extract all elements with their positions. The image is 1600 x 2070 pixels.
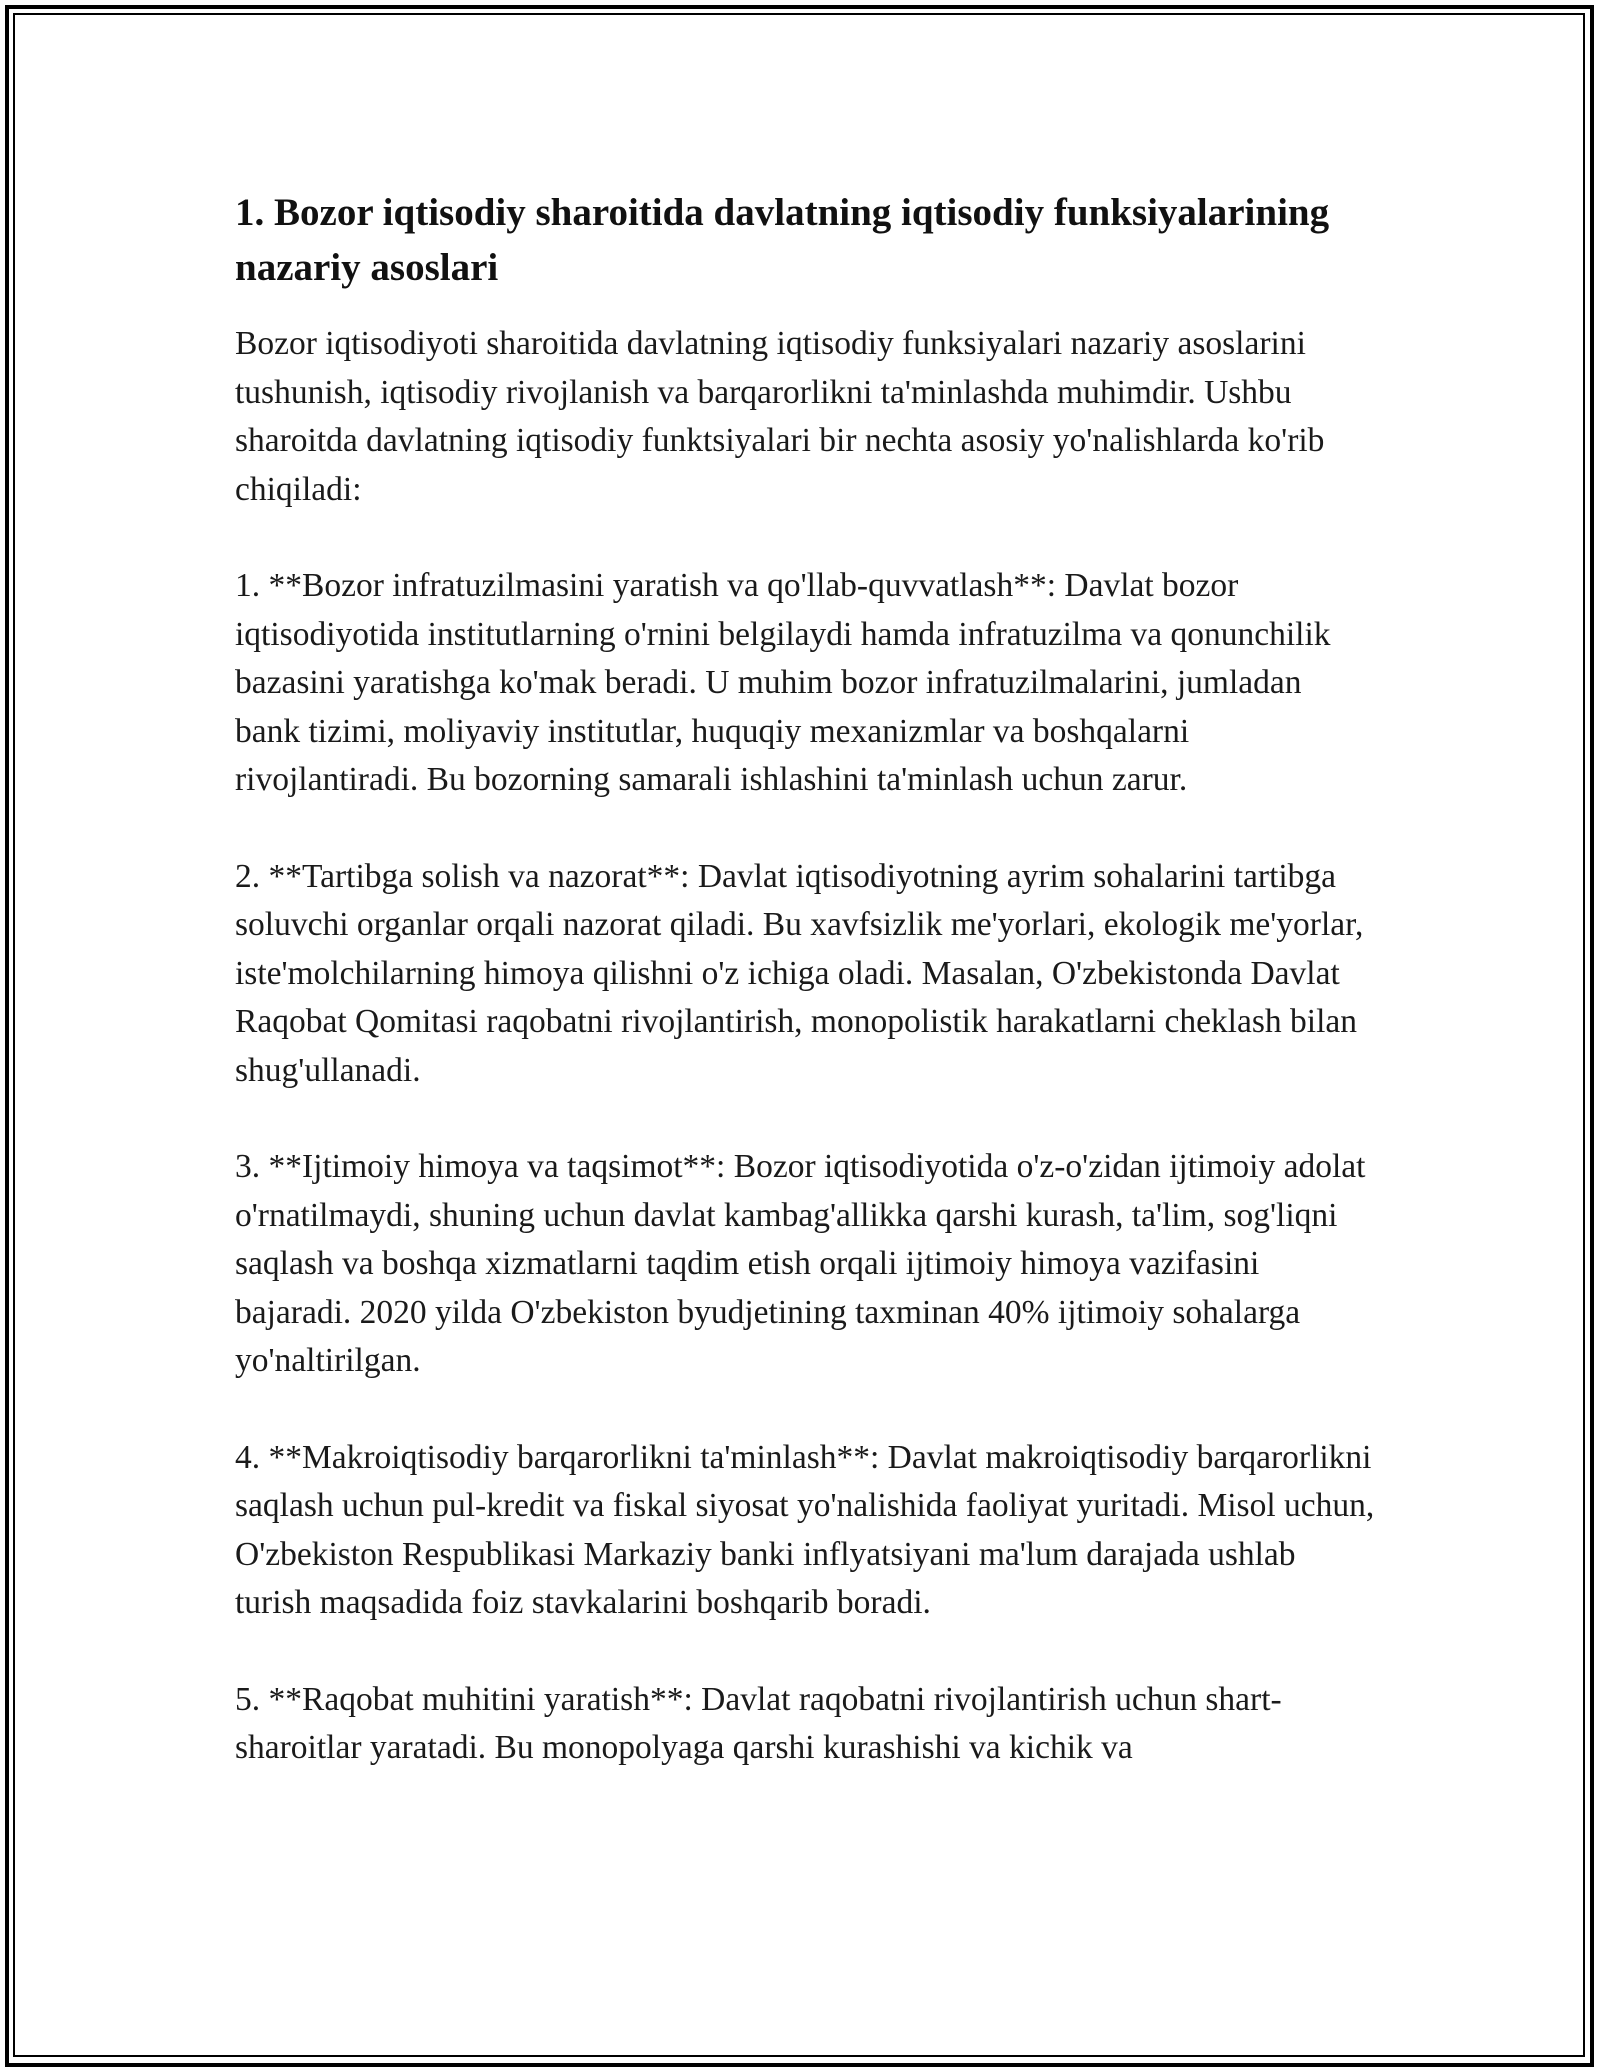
document-body bbox=[235, 185, 1375, 1821]
paragraph-item-2: 2. **Tartibga solish va nazorat**: Davlat iqtisodiyotning ayrim sohalarini tartibga soluvchi organlar orqali nazorat qiladi. Bu xavfsizlik me'yorlari, ekologik me'yorlar, iste'molchilarning himoya qilishni o'z ichiga oladi. Masalan, O'zbekistonda Davlat Raqobat Qomitasi raqobatni rivojlantirish, monopolistik harakatlarni cheklash bilan shug'ullanadi. bbox=[235, 857, 1364, 1089]
paragraph-item-3: 3. **Ijtimoiy himoya va taqsimot**: Bozor iqtisodiyotida o'z-o'zidan ijtimoiy adolat o'rnatilmaydi, shuning uchun davlat kambag'allikka qarshi kurash, ta'lim, sog'liqni saqlash va boshqa xizmatlarni taqdim etish orqali ijtimoiy himoya vazifasini bajaradi. 2020 yilda O'zbekiston byudjetining taxminan 40% ijtimoiy sohalarga yo'naltirilgan. bbox=[235, 1148, 1366, 1379]
paragraph-item-5: 5. **Raqobat muhitini yaratish**: Davlat raqobatni rivojlantirish uchun shart-sharoitlar yaratadi. Bu monopolyaga qarshi kurashishi va kichik va bbox=[235, 1680, 1282, 1766]
intro-paragraph: Bozor iqtisodiyoti sharoitida davlatning iqtisodiy funksiyalari nazariy asoslarini tushunish, iqtisodiy rivojlanish va barqarorlikni ta'minlashda muhimdir. Ushbu sharoitda davlatning iqtisodiy funktsiyalari bir nechta asosiy yo'nalishlarda ko'rib chiqiladi: bbox=[235, 325, 1325, 508]
paragraph-item-4: 4. **Makroiqtisodiy barqarorlikni ta'minlash**: Davlat makroiqtisodiy barqarorlikni saqlash uchun pul-kredit va fiskal siyosat yo'nalishida faoliyat yuritadi. Misol uchun, O'zbekiston Respublikasi Markaziy banki inflyatsiyani ma'lum darajada ushlab turish maqsadida foiz stavkalarini boshqarib boradi. bbox=[235, 1438, 1375, 1621]
paragraph-item-1: 1. **Bozor infratuzilmasini yaratish va qo'llab-quvvatlash**: Davlat bozor iqtisodiyotida institutlarning o'rnini belgilaydi hamda infratuzilma va qonunchilik bazasini yaratishga ko'mak beradi. U muhim bozor infratuzilmalarini, jumladan bank tizimi, moliyaviy institutlar, huquqiy mexanizmlar va boshqalarni rivojlantiradi. Bu bozorning samarali ishlashini ta'minlash uchun zarur. bbox=[235, 567, 1331, 798]
document-title: 1. Bozor iqtisodiy sharoitida davlatning iqtisodiy funksiyalarining nazariy asoslari bbox=[235, 191, 1330, 289]
